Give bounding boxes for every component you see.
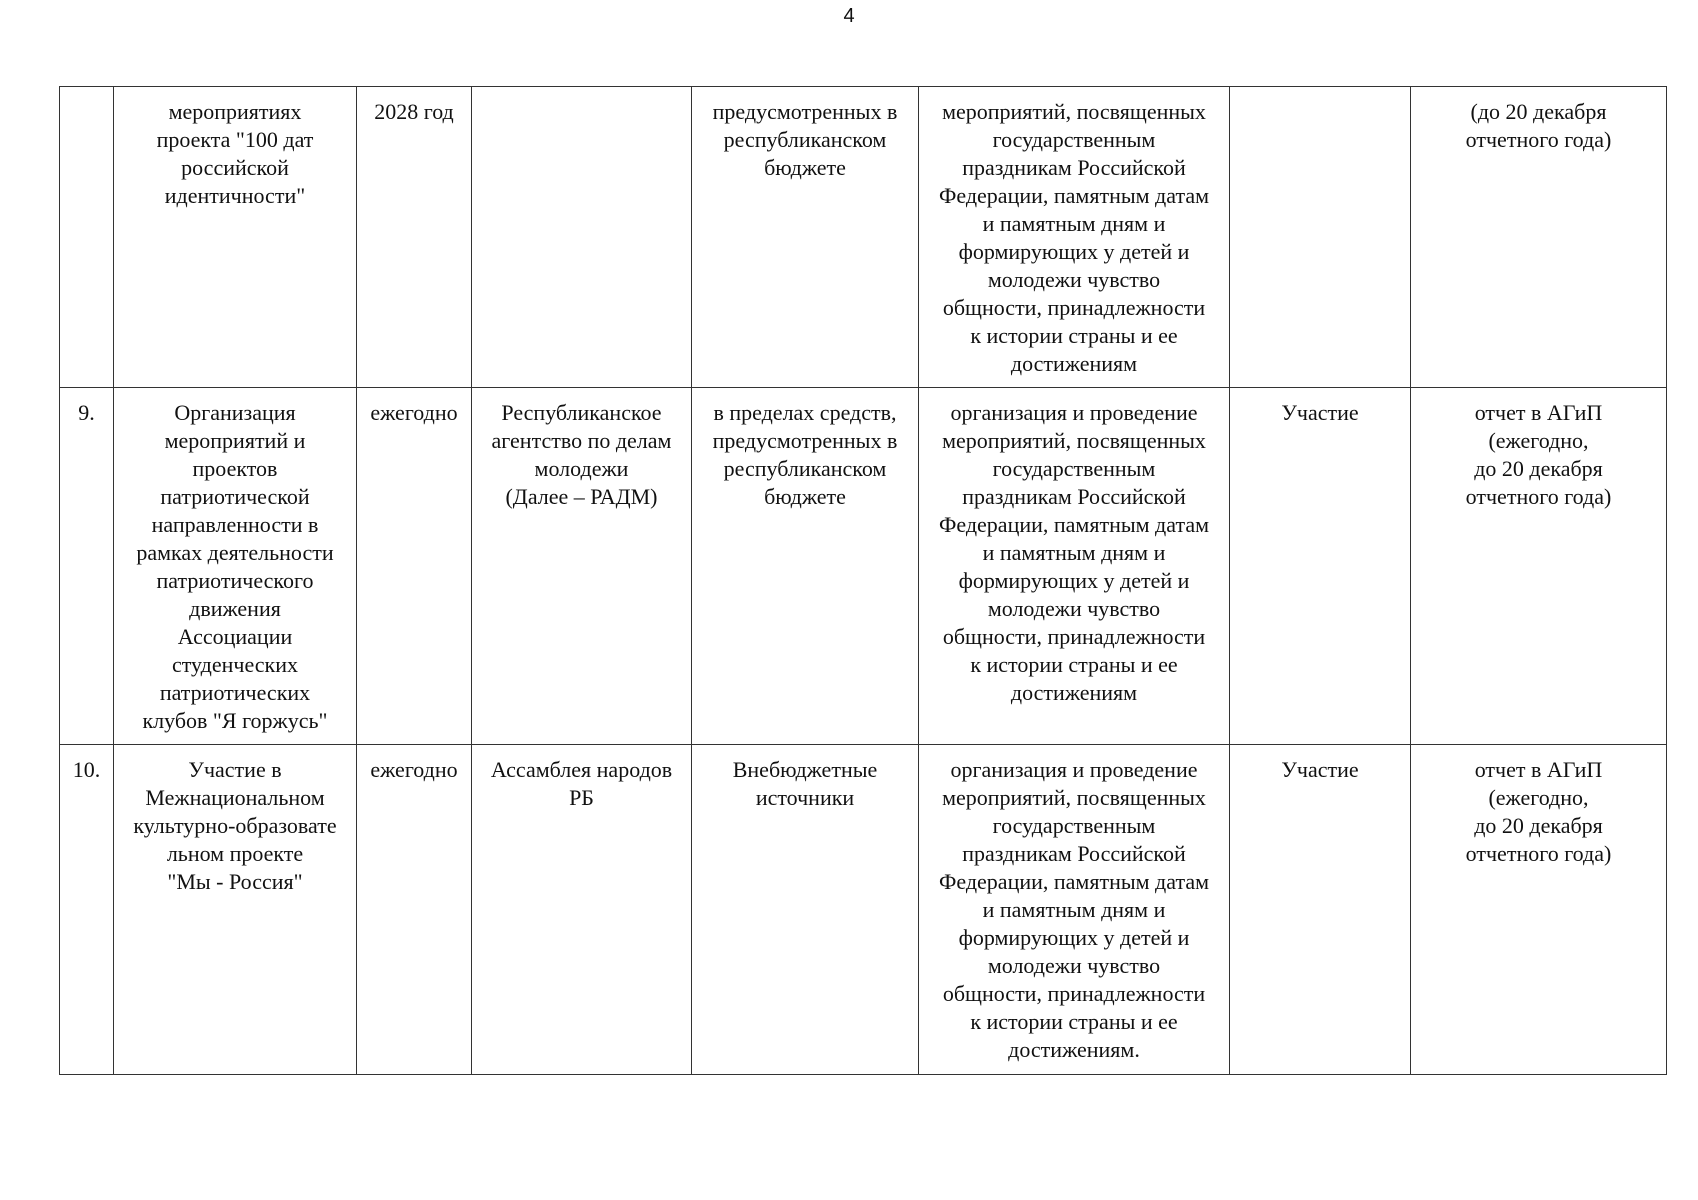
expected-result-cell: мероприятий, посвященных государственным праздникам Российской Федерации, памятным датам и памятным дням и формирующих у детей и молодежи чувство общности, принадлежности к истории страны и ее достижениям xyxy=(919,87,1230,388)
executor-cell xyxy=(472,87,692,388)
report-cell: отчет в АГиП (ежегодно, до 20 декабря отчетного года) xyxy=(1411,745,1667,1075)
executor-cell: Республиканское агентство по делам молодежи (Далее – РАДМ) xyxy=(472,388,692,745)
funding-cell: Внебюджетные источники xyxy=(692,745,919,1075)
executor-cell: Ассамблея народов РБ xyxy=(472,745,692,1075)
event-name-cell: Участие в Межнациональном культурно-образовате льном проекте "Мы - Россия" xyxy=(114,745,357,1075)
plan-table xyxy=(59,86,1667,1075)
funding-cell: в пределах средств, предусмотренных в республиканском бюджете xyxy=(692,388,919,745)
participation-cell xyxy=(1230,87,1411,388)
table-row xyxy=(60,87,1667,388)
report-cell: (до 20 декабря отчетного года) xyxy=(1411,87,1667,388)
event-name-cell: Организация мероприятий и проектов патриотической направленности в рамках деятельности патриотического движения Ассоциации студенческих патриотических клубов "Я горжусь" xyxy=(114,388,357,745)
participation-cell: Участие xyxy=(1230,388,1411,745)
row-number-cell xyxy=(60,87,114,388)
participation-cell: Участие xyxy=(1230,745,1411,1075)
table-row xyxy=(60,745,1667,1075)
period-cell: ежегодно xyxy=(357,388,472,745)
table-row xyxy=(60,388,1667,745)
expected-result-cell: организация и проведение мероприятий, посвященных государственным праздникам Российской Федерации, памятным датам и памятным дням и формирующих у детей и молодежи чувство общности, принадлежности к истории страны и ее достижениям. xyxy=(919,745,1230,1075)
page-number: 4 xyxy=(843,5,855,27)
row-number-cell: 9. xyxy=(60,388,114,745)
event-name-cell: мероприятиях проекта "100 дат российской идентичности" xyxy=(114,87,357,388)
funding-cell: предусмотренных в республиканском бюджете xyxy=(692,87,919,388)
period-cell: ежегодно xyxy=(357,745,472,1075)
expected-result-cell: организация и проведение мероприятий, посвященных государственным праздникам Российской Федерации, памятным датам и памятным дням и формирующих у детей и молодежи чувство общности, принадлежности к истории страны и ее достижениям xyxy=(919,388,1230,745)
period-cell: 2028 год xyxy=(357,87,472,388)
report-cell: отчет в АГиП (ежегодно, до 20 декабря отчетного года) xyxy=(1411,388,1667,745)
row-number-cell: 10. xyxy=(60,745,114,1075)
